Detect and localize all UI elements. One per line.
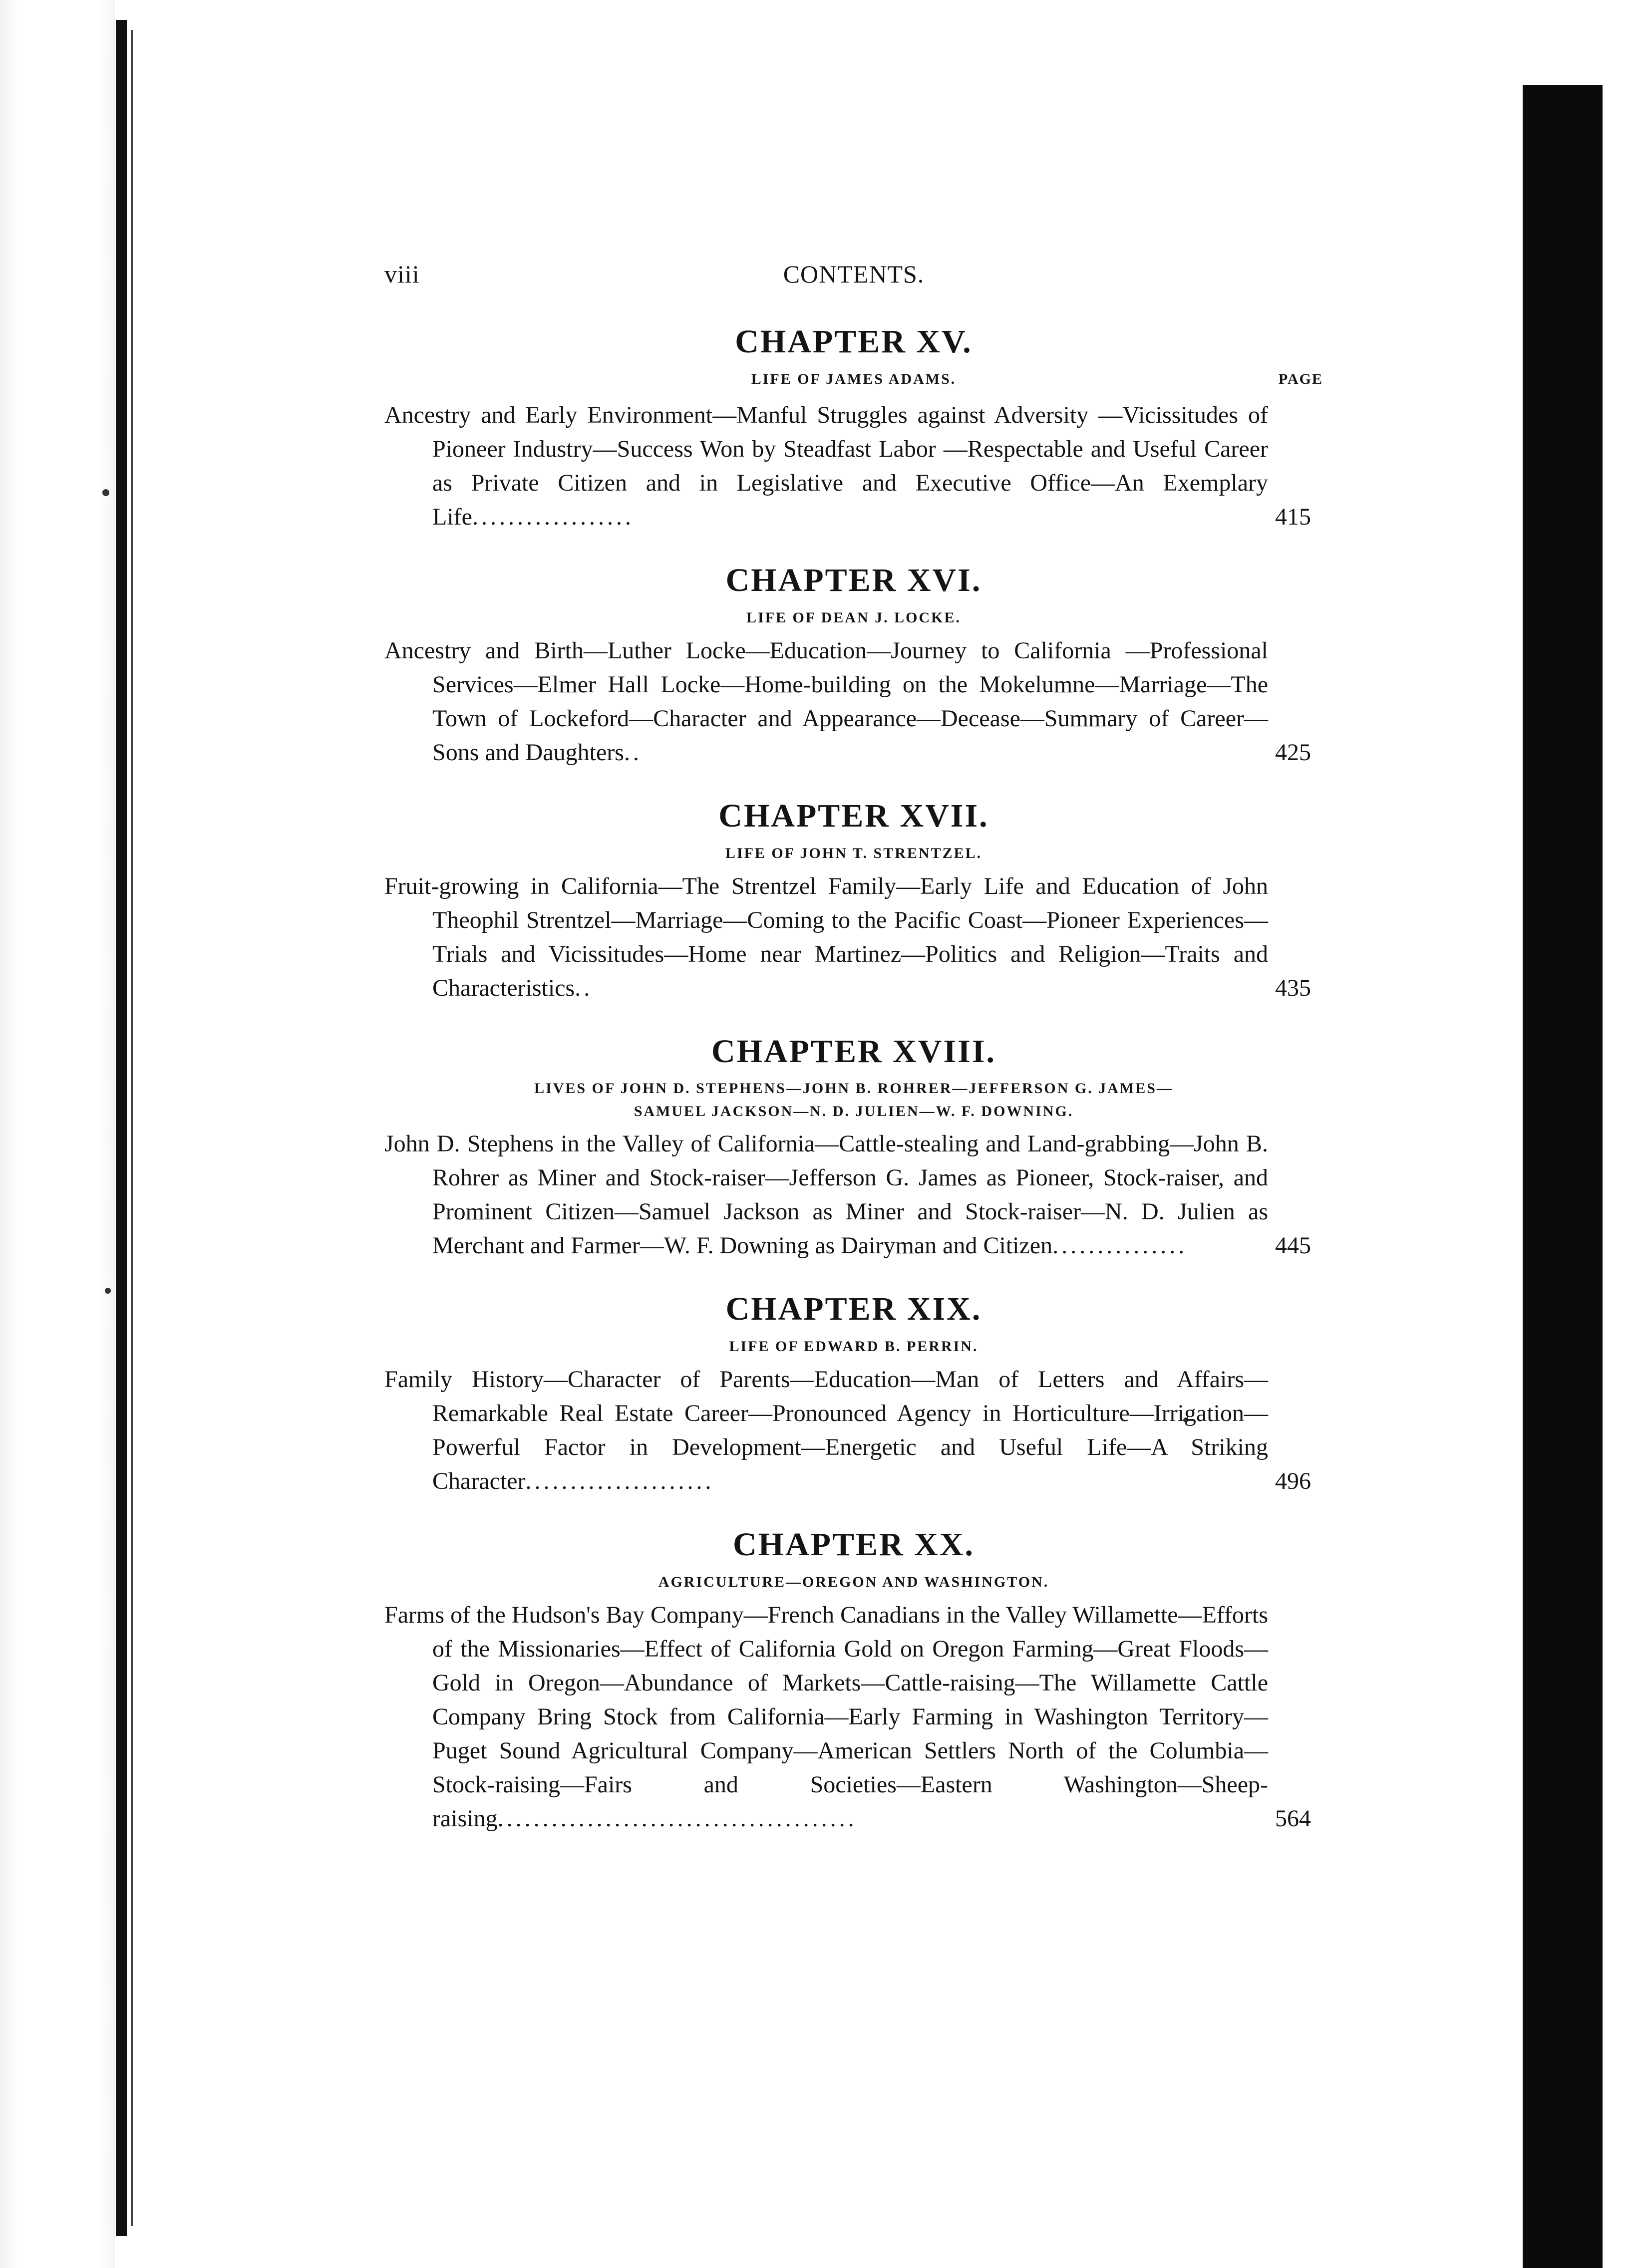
chapter-heading: CHAPTER XV. <box>735 323 973 360</box>
chapter-entry <box>384 1287 1323 1498</box>
chapter-subject-row <box>384 1335 1323 1359</box>
chapter-entry <box>384 1522 1323 1836</box>
chapter-subject: AGRICULTURE—OREGON AND WASHINGTON. <box>658 1574 1049 1590</box>
running-title: CONTENTS. <box>783 260 925 288</box>
page-column-label: PAGE <box>1278 371 1323 387</box>
synopsis-text: Ancestry and Early Environment—Manful Struggles against Adversity —Vicissitudes of Pioneer Industry—Success Won by Steadfast Labor —Respectable and Useful Career as Private Citizen and in Legislative and Executive Office—An Exemplary Life <box>384 402 1268 530</box>
chapter-entry <box>384 1029 1323 1263</box>
chapter-synopsis: John D. Stephens in the Valley of California—Cattle-stealing and Land-grabbing—John B. Rohrer as Miner and Stock-raiser—Jefferson G. James as Pioneer, Stock-raiser, and Prominent Citizen—Samuel Jackson as Miner and Stock-raiser—N. D. Julien as Merchant and Farmer—W. F. Downing as Dairyman and Citizen............... 445 <box>384 1131 1311 1259</box>
dot-leader: ............... <box>1052 1232 1188 1259</box>
chapter-entry <box>384 319 1323 534</box>
dot-leader: .................. <box>472 504 634 530</box>
binding-shadow <box>116 20 127 2236</box>
synopsis-text: Farms of the Hudson's Bay Company—French Canadians in the Valley Willamette—Efforts of the Missionaries—Effect of California Gold on Oregon Farming—Great Floods—Gold in Oregon—Abundance of Markets—Cattle-raising—The Willamette Cattle Company Bring Stock from California—Early Farming in Washington Territory—Puget Sound Agricultural Company—American Settlers North of the Columbia—Stock-raising—Fairs and Societies—Eastern Washington—Sheep-raising <box>384 1602 1268 1832</box>
dot-leader: ..................... <box>525 1468 714 1494</box>
synopsis-text: Family History—Character of Parents—Education—Man of Letters and Affairs—Remarkable Real Estate Career—Pronounced Agency in Horticulture—Irrigation—Powerful Factor in Development—Energetic and Useful Life—A Striking Character <box>384 1366 1268 1494</box>
chapter-subject-line: LIVES OF JOHN D. STEPHENS—JOHN B. ROHRER—JEFFERSON G. JAMES— <box>534 1080 1173 1097</box>
chapter-entry <box>384 558 1323 770</box>
scan-speck <box>102 489 109 496</box>
chapter-subject <box>384 1077 1323 1123</box>
chapter-synopsis: Ancestry and Birth—Luther Locke—Education—Journey to California —Professional Services—Elmer Hall Locke—Home-building on the Mokelumne—Marriage—The Town of Lockeford—Character and Appearance—Decease—Summary of Career—Sons and Daughters.. 425 <box>384 637 1311 766</box>
chapter-heading: CHAPTER XX. <box>732 1526 975 1563</box>
running-head <box>384 260 1323 299</box>
dot-leader: .. <box>575 975 593 1001</box>
chapter-subject: LIFE OF JAMES ADAMS. <box>751 371 957 387</box>
chapter-subject-row <box>384 842 1323 865</box>
chapter-subject: LIFE OF JOHN T. STRENTZEL. <box>725 845 982 861</box>
page-number: viii <box>384 260 420 288</box>
dot-leader: ........................................ <box>497 1805 857 1832</box>
scan-left-margin <box>0 0 115 2268</box>
synopsis-text: Fruit-growing in California—The Strentzel Family—Early Life and Education of John Theophil Strentzel—Marriage—Coming to the Pacific Coast—Pioneer Experiences—Trials and Vicissitudes—Home near Martinez—Politics and Religion—Traits and Characteristics <box>384 873 1268 1001</box>
synopsis-text: Ancestry and Birth—Luther Locke—Education—Journey to California —Professional Services—Elmer Hall Locke—Home-building on the Mokelumne—Marriage—The Town of Lockeford—Character and Appearance—Decease—Summary of Career—Sons and Daughters <box>384 637 1268 766</box>
synopsis-text: John D. Stephens in the Valley of California—Cattle-stealing and Land-grabbing—John B. Rohrer as Miner and Stock-raiser—Jefferson G. James as Pioneer, Stock-raiser, and Prominent Citizen—Samuel Jackson as Miner and Stock-raiser—N. D. Julien as Merchant and Farmer—W. F. Downing as Dairyman and Citizen <box>384 1131 1268 1259</box>
chapter-entry <box>384 794 1323 1005</box>
dot-leader: .. <box>624 739 642 766</box>
scan-speck <box>105 1288 111 1294</box>
chapter-subject-line: SAMUEL JACKSON—N. D. JULIEN—W. F. DOWNING. <box>634 1103 1074 1120</box>
chapter-synopsis: Farms of the Hudson's Bay Company—French Canadians in the Valley Willamette—Efforts of the Missionaries—Effect of California Gold on Oregon Farming—Great Floods—Gold in Oregon—Abundance of Markets—Cattle-raising—The Willamette Cattle Company Bring Stock from California—Early Farming in Washington Territory—Puget Sound Agricultural Company—American Settlers North of the Columbia—Stock-raising—Fairs and Societies—Eastern Washington—Sheep-raising........................................ 564 <box>384 1602 1311 1832</box>
chapter-heading: CHAPTER XIX. <box>725 1291 982 1327</box>
chapter-heading: CHAPTER XVII. <box>718 798 989 834</box>
chapter-subject-row <box>384 1570 1323 1594</box>
chapter-subject: LIFE OF DEAN J. LOCKE. <box>746 609 961 626</box>
chapter-subject: LIFE OF EDWARD B. PERRIN. <box>729 1338 978 1355</box>
chapter-subject-row <box>384 367 1323 391</box>
chapter-synopsis: Ancestry and Early Environment—Manful Struggles against Adversity —Vicissitudes of Pioneer Industry—Success Won by Steadfast Labor —Respectable and Useful Career as Private Citizen and in Legislative and Executive Office—An Exemplary Life.................. 415 <box>384 402 1311 530</box>
chapter-synopsis: Family History—Character of Parents—Education—Man of Letters and Affairs—Remarkable Real Estate Career—Pronounced Agency in Horticulture—Irrigation—Powerful Factor in Development—Energetic and Useful Life—A Striking Character..................... 496 <box>384 1366 1311 1494</box>
binding-shadow-thin <box>131 30 133 2226</box>
contents-page <box>384 260 1323 2106</box>
chapter-heading: CHAPTER XVI. <box>725 562 982 598</box>
chapter-heading: CHAPTER XVIII. <box>711 1033 996 1070</box>
chapter-subject-row <box>384 606 1323 630</box>
chapter-synopsis: Fruit-growing in California—The Strentzel Family—Early Life and Education of John Theophil Strentzel—Marriage—Coming to the Pacific Coast—Pioneer Experiences—Trials and Vicissitudes—Home near Martinez—Politics and Religion—Traits and Characteristics.. 435 <box>384 873 1311 1001</box>
scan-right-edge <box>1523 85 1603 2268</box>
